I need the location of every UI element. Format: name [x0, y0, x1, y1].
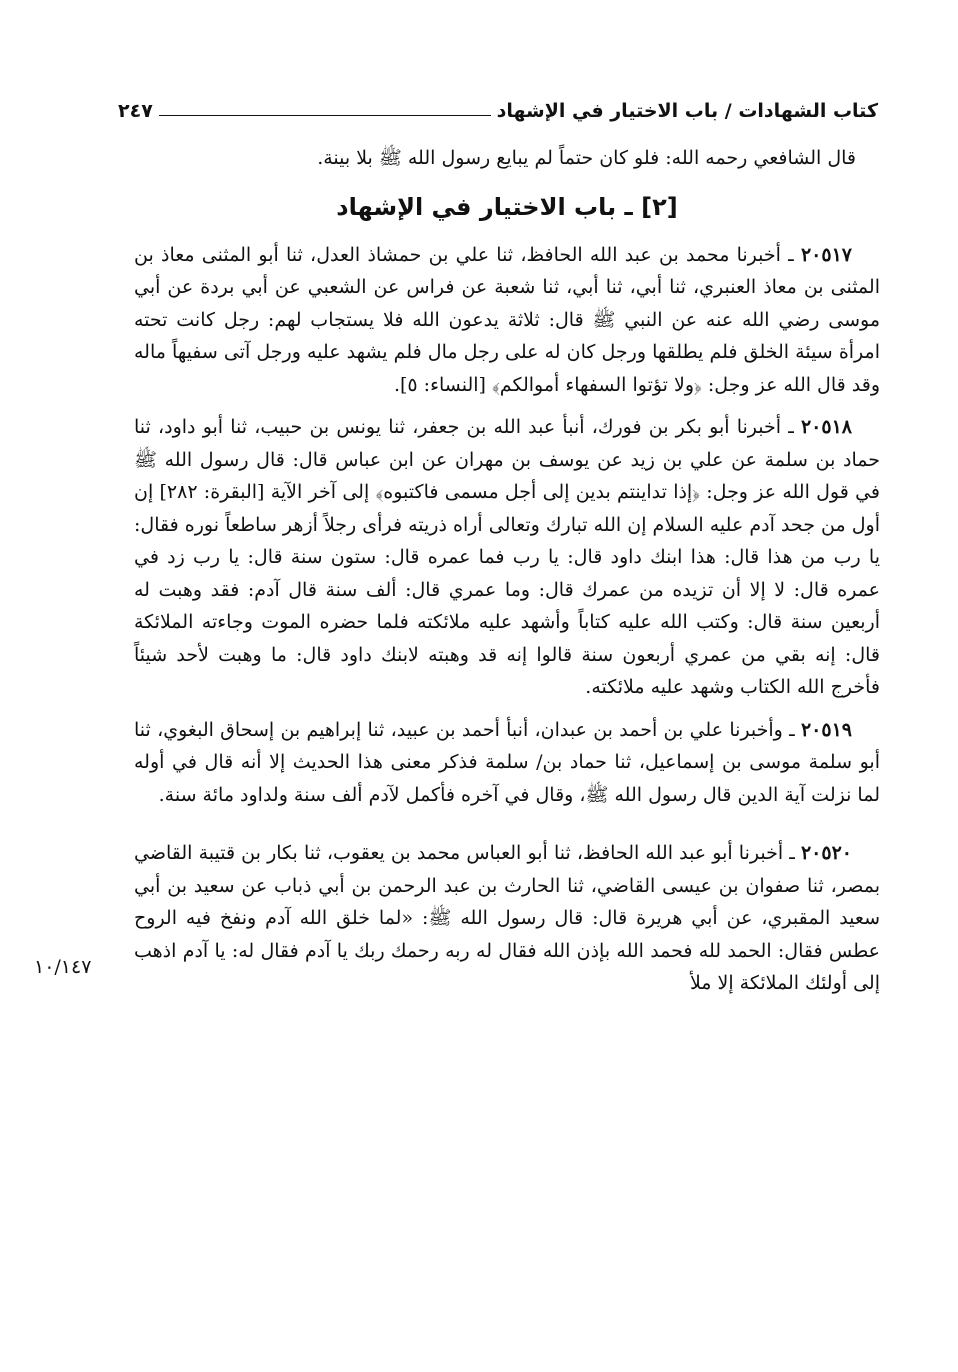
hadith-number: ٢٠٥١٨ — [800, 416, 852, 438]
hadith-paragraph — [134, 239, 880, 402]
running-header — [118, 92, 878, 126]
intro-paragraph: قال الشافعي رحمه الله: فلو كان حتماً لم يبايع رسول الله ﷺ بلا بينة. — [317, 147, 856, 169]
chapter-title: [٢] ـ باب الاختيار في الإشهاد — [336, 192, 678, 221]
hadith-text: ـ أخبرنا أبو بكر بن فورك، أنبأ عبد الله بن جعفر، ثنا يونس بن حبيب، ثنا أبو داود، ثنا حماد بن سلمة عن علي بن زيد عن يوسف بن مهران عن ابن عباس قال: قال رسول الله ﷺ في قول الله عز وجل: ﴿إذا تداينتم بدين إلى أجل مسمى فاكتبوه﴾ إلى آخر الآية [البقرة: ٢٨٢] إن أول من جحد آدم عليه السلام إن الله تبارك وتعالى أراه ذريته فرأى رجلاً أزهر ساطعاً نوره فقال: يا رب من هذا قال: هذا ابنك داود قال: يا رب فما عمره قال: ستون سنة قال: يا رب زد في عمره قال: لا إلا أن تزيده من عمرك قال: وما عمري قال: ألف سنة قال آدم: فقد وهبت له أربعين سنة قال: وكتب الله عليه كتاباً وأشهد عليه ملائكته فلما حضره الموت وجاءته الملائكة قال: إنه بقي من عمري أربعون سنة قالوا إنه قد وهبته لابنك داود قال: ما وهبت لأحد شيئاً فأخرج الله الكتاب وشهد عليه ملائكته. — [134, 416, 880, 698]
manuscript-folio-note: ١٠/١٤٧ — [34, 956, 92, 978]
header-rule — [159, 115, 491, 116]
hadith-paragraph — [134, 837, 880, 1000]
hadith-paragraph — [134, 714, 880, 812]
hadith-text: ـ أخبرنا أبو عبد الله الحافظ، ثنا أبو العباس محمد بن يعقوب، ثنا بكار بن قتيبة القاضي بمصر، ثنا صفوان بن عيسى القاضي، ثنا الحارث بن عبد الرحمن بن أبي ذباب عن سعيد بن أبي سعيد المقبري، عن أبي هريرة قال: قال رسول الله ﷺ: «لما خلق الله آدم ونفخ فيه الروح عطس فقال: الحمد لله فحمد الله بإذن الله فقال له ربه رحمك ربك يا آدم فقال له: يا آدم اذهب إلى أولئك الملائكة إلا ملأ — [134, 842, 880, 994]
page-number: ٢٤٧ — [118, 100, 153, 122]
hadith-number: ٢٠٥٢٠ — [800, 842, 852, 864]
hadith-number: ٢٠٥١٧ — [800, 243, 852, 266]
hadith-text: ـ أخبرنا محمد بن عبد الله الحافظ، ثنا علي بن حمشاذ العدل، ثنا أبو المثنى معاذ بن المثنى بن معاذ العنبري، ثنا أبي، ثنا أبي، ثنا شعبة عن فراس عن الشعبي عن أبي بردة عن أبي موسى رضي الله عنه عن النبي ﷺ قال: ثلاثة يدعون الله فلا يستجاب لهم: رجل كانت تحته امرأة سيئة الخلق فلم يطلقها ورجل كان له على رجل مال فلم يشهد عليه ورجل آتى سفيهاً ماله وقد قال الله عز وجل: ﴿ولا تؤتوا السفهاء أموالكم﴾ [النساء: ٥]. — [134, 243, 880, 396]
hadith-paragraph — [134, 411, 880, 704]
page-content — [134, 142, 880, 1010]
hadith-number: ٢٠٥١٩ — [800, 718, 852, 741]
hadith-text: ـ وأخبرنا علي بن أحمد بن عبدان، أنبأ أحمد بن عبيد، ثنا إبراهيم بن إسحاق البغوي، ثنا أبو سلمة موسى بن إسماعيل، ثنا حماد بن/ سلمة فذكر معنى هذا الحديث إلا أنه قال في أوله لما نزلت آية الدين قال رسول الله ﷺ، وقال في آخره فأكمل لآدم ألف سنة ولداود مائة سنة. — [134, 718, 880, 806]
header-title: كتاب الشهادات / باب الاختيار في الإشهاد — [496, 100, 878, 122]
